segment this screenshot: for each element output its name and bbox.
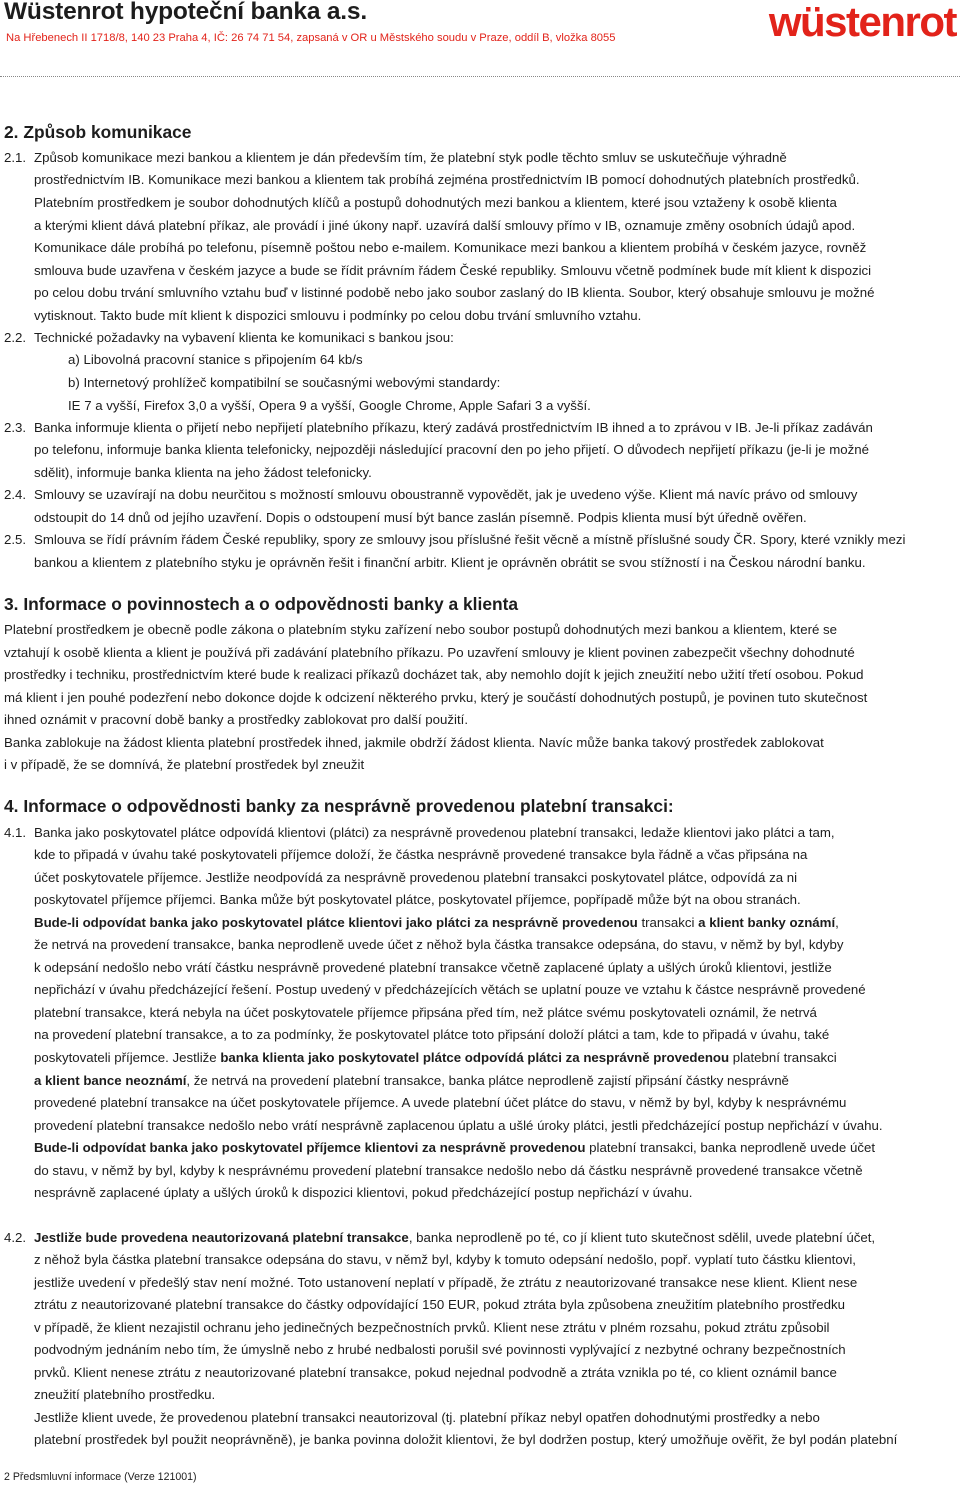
para-4-2-line: [34, 1387, 215, 1403]
bold-text: banka klienta jako poskytovatel plátce odpovídá plátci za nesprávně provedenou: [220, 1050, 730, 1065]
para-4-2-line: [34, 1365, 837, 1381]
text-run: podvodným jednáním nebo tím, že úmyslně nebo z hrubé nedbalosti porušil své povinnosti vyplývající z nezbytné ochrany bezpečnostních: [34, 1342, 846, 1357]
bank-title: Wüstenrot hypoteční banka a.s.: [4, 0, 367, 25]
para-2-1-line: po celou dobu trvání smluvního vztahu buď v listinné podobě nebo jako soubor zaslaný do IB klienta. Soubor, který obsahuje smlouvu je možné: [34, 285, 875, 300]
text-run: platební transakce, která nebyla na účet poskytovatele příjemce připsána před tím, než plátce svému poskytovateli oznámil, že netrvá: [34, 1005, 817, 1020]
para-2-5-number: 2.5.: [4, 532, 27, 547]
text-run: ztrátu z neautorizované platební transakce do částky odpovídající 150 EUR, pokud ztráta byla způsobena zneužitím platebního prostředku: [34, 1297, 845, 1312]
text-run: že netrvá na provedení transakce, banka neprodleně uvede účet z něhož byla částka transakce odepsána, do stavu, v němž by byl, kdyby: [34, 937, 844, 952]
para-2-2-number: 2.2.: [4, 330, 27, 345]
text-run: poskytovateli příjemce. Jestliže: [34, 1050, 221, 1065]
bold-text: a klient bance neoznámí: [34, 1073, 187, 1088]
text-run: z něhož byla částka platební transakce odepsána do stavu, v němž byl, kdyby k tomuto odepsání nedošlo, popř. vyplatí tuto částku klientovi,: [34, 1252, 856, 1267]
para-4-2-line: [34, 1230, 875, 1246]
text-run: prvků. Klient nenese ztrátu z neautorizované platební transakce, pokud nejednal podvodně a ztráta vznikla po té, co klient oznámil bance: [34, 1365, 837, 1380]
text-run: v případě, že klient nezajistil ochranu jeho jedinečných bezpečnostních prvků. Klient nese ztrátu v plném rozsahu, pokud ztrátu způsobil: [34, 1320, 830, 1335]
para-2-1-line: prostřednictvím IB. Komunikace mezi bankou a klientem tak probíhá zejména prostřednictvím IB pomocí dohodnutých platebních prostředků.: [34, 172, 860, 187]
para-4-1-line: [34, 870, 797, 886]
text-run: na provedení platební transakce, a to za podmínky, že poskytovatel plátce toto připsání doloží plátci a tam, kde to připadá v úvahu, také: [34, 1027, 830, 1042]
section-3-line: má klient i jen pouhé podezření nebo dokonce dojde k odcizení některého prvku, který je součástí dohodnutých postupů, je povinen tuto skutečnost: [4, 690, 868, 705]
para-2-3-line: sdělit), informuje banka klienta na jeho žádost telefonicky.: [34, 465, 372, 480]
para-2-3-line: Banka informuje klienta o přijetí nebo nepřijetí platebního příkazu, který zadává prostřednictvím IB ihned a to zprávou v IB. Je-li příkaz zadáván: [34, 420, 873, 435]
text-run: jestliže uvedení v předešlý stav není možné. Toto ustanovení neplatí v případě, že ztrátu z neautorizované transakce nese klient. Klient nese: [34, 1275, 858, 1290]
section-3-line: Platební prostředkem je obecně podle zákona o platebním styku zařízení nebo soubor postupů dohodnutých mezi bankou a klientem, které se: [4, 622, 838, 637]
header-divider: [0, 76, 960, 77]
text-run: Banka jako poskytovatel plátce odpovídá klientovi (plátci) za nesprávně provedenou platební transakci, ledaže klientovi jako plátci a tam,: [34, 825, 835, 840]
text-run: nesprávně zaplacené úplaty a ušlých úroků k dispozici klientovi, pokud předcházející postup nepřichází v úvahu.: [34, 1185, 693, 1200]
text-run: nepřichází v úvahu předcházející řešení. Postup uvedený v předcházejících větách se uplatní pouze ve vztahu k částce nesprávně provedené: [34, 982, 866, 997]
para-4-1-line: [34, 960, 832, 976]
text-run: účet poskytovatele příjemce. Jestliže neodpovídá za nesprávně provedenou platební transakci poskytovatel plátce, odpovídá za ni: [34, 870, 798, 885]
section-3-line: Banka zablokuje na žádost klienta platební prostředek ihned, jakmile obdrží žádost klienta. Navíc může banka takový prostředek zablokovat: [4, 735, 824, 750]
section-3-line: i v případě, že se domnívá, že platební prostředek byl zneužit: [4, 757, 365, 772]
text-run: poskytovatel příjemce příjemci. Banka může být poskytovatel plátce, poskytovatel příjemce, popřípadě může být na obou stranách.: [34, 892, 801, 907]
para-4-1-line: [34, 1005, 817, 1021]
text-run: provedení platební transakce nedošlo nebo vrátí nesprávně zaplacenou úplatu a ušlé úroky plátci, jestli předcházející postup nepřichází v úvahu.: [34, 1118, 883, 1133]
text-run: k odepsání nedošlo nebo vrátí částku nesprávně provedené platební transakce včetně zaplacené úplaty a ušlých úroků klientovi, jestliže: [34, 960, 832, 975]
text-run: , banka neprodleně po té, co jí klient tuto skutečnost sdělil, uvede platební účet,: [408, 1230, 876, 1245]
section-4-heading: 4. Informace o odpovědnosti banky za nesprávně provedenou platební transakci:: [4, 796, 674, 816]
para-4-1-number: 4.1.: [4, 825, 27, 840]
bank-address: Na Hřebenech II 1718/8, 140 23 Praha 4, IČ: 26 74 71 54, zapsaná v OR u Městského soudu v Praze, oddíl B, vložka 8055: [6, 32, 616, 44]
text-run: platební transakci: [729, 1050, 837, 1065]
para-2-5-line: Smlouva se řídí právním řádem České republiky, spory ze smlouvy jsou příslušné řešit věcně a místně příslušné soudy ČR. Spory, které vznikly mezi: [34, 532, 906, 547]
para-4-1-line: [34, 1185, 692, 1201]
section-2-heading: 2. Způsob komunikace: [4, 122, 192, 142]
text-run: ,: [835, 915, 839, 930]
bold-text: a klient banky oznámí: [698, 915, 836, 930]
text-run: provedené platební transakce na účet poskytovatele příjemce. A uvede platební účet plátce do stavu, v němž by byl, kdyby k nesprávnému: [34, 1095, 847, 1110]
para-4-1-line: [34, 825, 835, 841]
section-3-line: prostředky i techniku, prostřednictvím které bude k realizaci příkazů docházet tak, aby nemohlo dojít k jejich zneužití nebo užití třetí osobou. Pokud: [4, 667, 864, 682]
para-2-4-number: 2.4.: [4, 487, 27, 502]
para-4-1-line: [34, 1095, 846, 1111]
section-3-line: vztahují k osobě klienta a klient je používá při zadávání platebního příkazu. Po uzavření smlouvy je klient povinen zabezpečit všechny dohodnuté: [4, 645, 855, 660]
text-run: , že netrvá na provedení platební transakce, banka plátce neprodleně zajistí připsání částky nesprávně: [186, 1073, 789, 1088]
para-2-1-line: Způsob komunikace mezi bankou a klientem je dán především tím, že platební styk podle těchto smluv se uskutečňuje výhradně: [34, 150, 787, 165]
para-4-1-line: [34, 847, 807, 863]
para-4-1-line: [34, 1073, 789, 1089]
text-run: transakci: [637, 915, 699, 930]
requirement-item: a) Libovolná pracovní stanice s připojením 64 kb/s: [68, 352, 363, 367]
requirement-item: IE 7 a vyšší, Firefox 3,0 a vyšší, Opera 9 a vyšší, Google Chrome, Apple Safari 3 a vyšší.: [68, 398, 591, 413]
text-run: zneužití platebního prostředku.: [34, 1387, 216, 1402]
section-3-heading: 3. Informace o povinnostech a o odpovědnosti banky a klienta: [4, 594, 519, 614]
text-run: Jestliže klient uvede, že provedenou platební transakci neautorizoval (tj. platební příkaz nebyl opatřen dohodnutými prostředky a nebo: [34, 1410, 820, 1425]
para-4-2-line: [34, 1342, 846, 1358]
text-run: platební prostředek byl použit neoprávněně), je banka povinna doložit klientovi, že byl dodržen postup, který umožňuje ověřit, že byl podán platební: [34, 1432, 898, 1447]
bold-text: Bude-li odpovídat banka jako poskytovatel plátce klientovi jako plátci za nesprávně provedenou: [34, 915, 638, 930]
para-2-1-line: a kterými klient dává platební příkaz, ale provádí i jiné úkony např. uzavírá další smlouvy přímo v IB, oznamuje změny osobních údajů apod.: [34, 218, 856, 233]
para-4-1-line: [34, 892, 801, 908]
text-run: kde to připadá v úvahu také poskytovateli příjemce doloží, že částka nesprávně provedené transakce byla řádně a včas připsána na: [34, 847, 808, 862]
para-4-1-line: [34, 1027, 829, 1043]
para-4-2-number: 4.2.: [4, 1230, 27, 1245]
para-4-1-line: [34, 982, 866, 998]
para-4-2-line: [34, 1252, 856, 1268]
para-2-3-line: po telefonu, informuje banka klienta telefonicky, nejpozději následující pracovní den po jeho přijetí. O důvodech nepřijetí příkazu (je-li je možné: [34, 442, 869, 457]
para-4-1-line: [34, 1140, 875, 1156]
requirement-item: b) Internetový prohlížeč kompatibilní se současnými webovými standardy:: [68, 375, 501, 390]
para-4-1-line: [34, 937, 843, 953]
bold-text: Jestliže bude provedena neautorizovaná platební transakce: [34, 1230, 409, 1245]
para-4-2-line: [34, 1410, 820, 1426]
page-footer: 2 Předsmluvní informace (Verze 121001): [4, 1471, 197, 1483]
bold-text: Bude-li odpovídat banka jako poskytovatel příjemce klientovi za nesprávně provedenou: [34, 1140, 586, 1155]
text-run: do stavu, v němž by byl, kdyby k nesprávnému provedení platební transakce nedošlo nebo dá částku nesprávně provedené transakce včetně: [34, 1163, 863, 1178]
para-2-4-line: odstoupit do 14 dnů od jejího uzavření. Dopis o odstoupení musí být bance zaslán písemně. Podpis klienta musí být úředně ověřen.: [34, 510, 807, 525]
para-2-4-line: Smlouvy se uzavírají na dobu neurčitou s možností smlouvu oboustranně vypovědět, jak je uvedeno výše. Klient má navíc právo od smlouvy: [34, 487, 858, 502]
para-2-5-line: bankou a klientem z platebního styku je oprávněn řešit i finanční arbitr. Klient je oprávněn obrátit se svou stížností i na Českou národní banku.: [34, 555, 866, 570]
para-4-1-line: [34, 1118, 883, 1134]
para-2-1-line: smlouva bude uzavřena v českém jazyce a bude se řídit právním řádem České republiky. Smlouvu včetně podmínek bude mít klient k dispozici: [34, 263, 872, 278]
para-4-2-line: [34, 1297, 845, 1313]
para-2-3-number: 2.3.: [4, 420, 27, 435]
para-4-2-line: [34, 1275, 857, 1291]
para-4-1-line: [34, 915, 839, 931]
para-2-1-number: 2.1.: [4, 150, 27, 165]
para-2-1-line: Platebním prostředkem je soubor dohodnutých klíčů a postupů dohodnutých mezi bankou a klientem, které jsou vztaženy k osobě klienta: [34, 195, 837, 210]
para-4-2-line: [34, 1320, 829, 1336]
para-2-2-line: Technické požadavky na vybavení klienta ke komunikaci s bankou jsou:: [34, 330, 454, 345]
para-4-1-line: [34, 1050, 837, 1066]
text-run: platební transakci, banka neprodleně uvede účet: [585, 1140, 875, 1155]
wustenrot-logo: wüstenrot: [768, 0, 956, 45]
para-4-2-line: [34, 1432, 897, 1448]
para-4-1-line: [34, 1163, 863, 1179]
section-3-line: ihned oznámit v pracovní době banky a prostředky zablokovat pro další použití.: [4, 712, 469, 727]
para-2-1-line: vytisknout. Takto bude mít klient k dispozici smlouvu i podmínky po celou dobu trvání smluvního vztahu.: [34, 308, 642, 323]
para-2-1-line: Komunikace dále probíhá po telefonu, písemně poštou nebo e-mailem. Komunikace mezi bankou a klientem probíhá v českém jazyce, rovněž: [34, 240, 867, 255]
